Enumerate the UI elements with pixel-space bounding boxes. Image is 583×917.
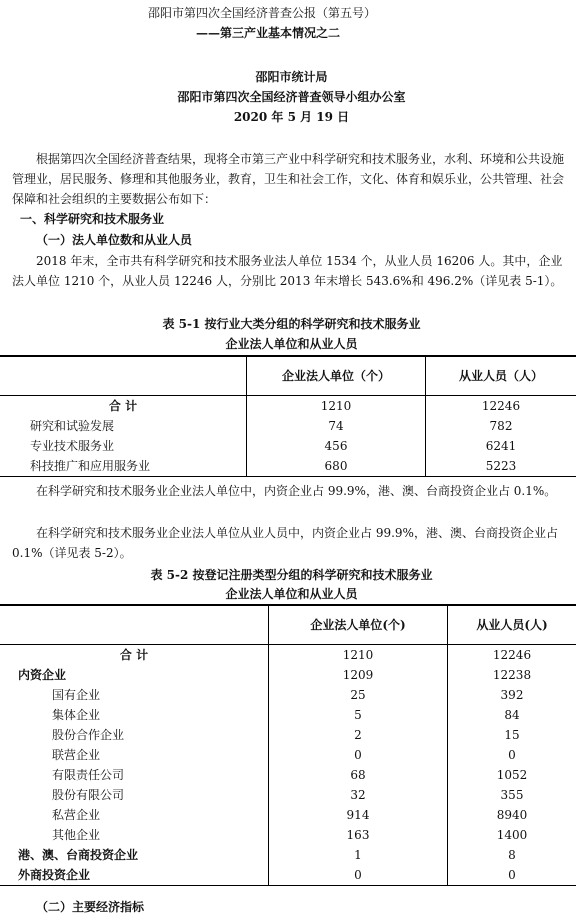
paragraph-2-text: 在科学研究和技术服务业企业法人单位中，内资企业占 99.9%，港、澳、台商投资企业占 0.1%。 xyxy=(36,484,557,498)
cell-employees: 782 xyxy=(426,416,577,436)
paragraph-2 xyxy=(12,481,568,501)
cell-employees: 1052 xyxy=(448,765,577,785)
cell-units: 163 xyxy=(269,825,448,845)
row-label: 内资企业 xyxy=(18,668,67,682)
row-label: 合 计 xyxy=(108,399,138,413)
table-row xyxy=(0,685,576,705)
report-date: 2020 年 5 月 19 日 xyxy=(233,110,350,124)
subsection-heading-1: （一）法人单位数和从业人员 xyxy=(36,233,193,247)
table-row xyxy=(0,865,576,886)
table-row xyxy=(0,456,576,477)
cell-units: 1210 xyxy=(247,396,426,417)
row-label: 研究和试验发展 xyxy=(30,419,115,433)
cell-employees: 355 xyxy=(448,785,577,805)
issuer-statistics-bureau: 邵阳市统计局 xyxy=(255,70,328,84)
section-heading-1: 一、科学研究和技术服务业 xyxy=(20,212,165,226)
cell-employees: 0 xyxy=(448,745,577,765)
table-row xyxy=(0,705,576,725)
issuer-census-office: 邵阳市第四次全国经济普查领导小组办公室 xyxy=(177,90,406,104)
cell-units: 5 xyxy=(269,705,448,725)
table-row xyxy=(0,805,576,825)
row-label: 港、澳、台商投资企业 xyxy=(18,848,139,862)
report-title: 邵阳市第四次全国经济普查公报（第五号） xyxy=(148,6,377,20)
col-header-units: 企业法人单位(个) xyxy=(269,605,448,645)
table-header-blank xyxy=(0,356,247,396)
cell-employees: 8 xyxy=(448,845,577,865)
cell-employees: 12246 xyxy=(448,645,577,666)
paragraph-3-text: 在科学研究和技术服务业企业法人单位从业人员中，内资企业占 99.9%，港、澳、台商投资企业占 0.1%（详见表 5-2）。 xyxy=(12,526,558,560)
cell-employees: 84 xyxy=(448,705,577,725)
table-row xyxy=(0,825,576,845)
row-label: 科技推广和应用服务业 xyxy=(30,459,151,473)
table-row xyxy=(0,665,576,685)
row-label: 联营企业 xyxy=(52,748,101,762)
table-row xyxy=(0,785,576,805)
cell-employees: 15 xyxy=(448,725,577,745)
table-5-1 xyxy=(0,355,576,477)
col-header-employees: 从业人员(人) xyxy=(448,605,577,645)
cell-units: 914 xyxy=(269,805,448,825)
cell-units: 1209 xyxy=(269,665,448,685)
table1-title: 表 5-1 按行业大类分组的科学研究和技术服务业 xyxy=(162,317,421,331)
table2-title-2: 企业法人单位和从业人员 xyxy=(225,587,358,601)
row-label: 外商投资企业 xyxy=(18,868,91,882)
col-header-units: 企业法人单位（个） xyxy=(247,356,426,396)
row-label: 股份有限公司 xyxy=(52,788,125,802)
cell-employees: 6241 xyxy=(426,436,577,456)
row-label: 集体企业 xyxy=(52,708,101,722)
row-label: 其他企业 xyxy=(52,828,101,842)
row-label: 有限责任公司 xyxy=(52,768,125,782)
table-row xyxy=(0,416,576,436)
report-subtitle: ——第三产业基本情况之二 xyxy=(196,26,341,40)
cell-units: 456 xyxy=(247,436,426,456)
row-label: 国有企业 xyxy=(52,688,101,702)
table-row xyxy=(0,396,576,417)
table-row xyxy=(0,436,576,456)
row-label: 股份合作企业 xyxy=(52,728,125,742)
cell-employees: 5223 xyxy=(426,456,577,477)
table-header-blank xyxy=(0,605,269,645)
table-row xyxy=(0,765,576,785)
table1-title-2: 企业法人单位和从业人员 xyxy=(225,337,358,351)
cell-units: 680 xyxy=(247,456,426,477)
intro-text: 根据第四次全国经济普查结果，现将全市第三产业中科学研究和技术服务业，水利、环境和公共设施管理业，居民服务、修理和其他服务业，教育，卫生和社会工作，文化、体育和娱乐业，公共管理、社会保障和社会组织的主要数据公布如下： xyxy=(12,152,565,206)
intro-paragraph xyxy=(12,149,568,209)
cell-employees: 12238 xyxy=(448,665,577,685)
row-label: 专业技术服务业 xyxy=(30,439,115,453)
cell-units: 74 xyxy=(247,416,426,436)
cell-units: 25 xyxy=(269,685,448,705)
cell-employees: 8940 xyxy=(448,805,577,825)
table-header-row xyxy=(0,356,576,396)
cell-units: 1 xyxy=(269,845,448,865)
table-row xyxy=(0,725,576,745)
cell-units: 0 xyxy=(269,865,448,886)
table-row xyxy=(0,745,576,765)
paragraph-1-text: 2018 年末，全市共有科学研究和技术服务业法人单位 1534 个，从业人员 16206 人。其中，企业法人单位 1210 个，从业人员 12246 人，分别比 2013 年末增长 543.6%和 496.2%（详见表 5-1）。 xyxy=(12,254,563,288)
paragraph-3 xyxy=(12,523,568,563)
table-row xyxy=(0,645,576,666)
cell-employees: 0 xyxy=(448,865,577,886)
cell-units: 0 xyxy=(269,745,448,765)
table-row xyxy=(0,845,576,865)
row-label: 合 计 xyxy=(119,648,149,662)
row-label: 私营企业 xyxy=(52,808,101,822)
table-5-2 xyxy=(0,604,576,886)
paragraph-1 xyxy=(12,251,568,291)
cell-units: 32 xyxy=(269,785,448,805)
col-header-employees: 从业人员（人） xyxy=(426,356,577,396)
cell-employees: 12246 xyxy=(426,396,577,417)
cell-units: 68 xyxy=(269,765,448,785)
subsection-heading-2: （二）主要经济指标 xyxy=(36,900,145,914)
cell-units: 2 xyxy=(269,725,448,745)
table2-title: 表 5-2 按登记注册类型分组的科学研究和技术服务业 xyxy=(150,568,433,582)
cell-units: 1210 xyxy=(269,645,448,666)
cell-employees: 392 xyxy=(448,685,577,705)
table-header-row xyxy=(0,605,576,645)
cell-employees: 1400 xyxy=(448,825,577,845)
